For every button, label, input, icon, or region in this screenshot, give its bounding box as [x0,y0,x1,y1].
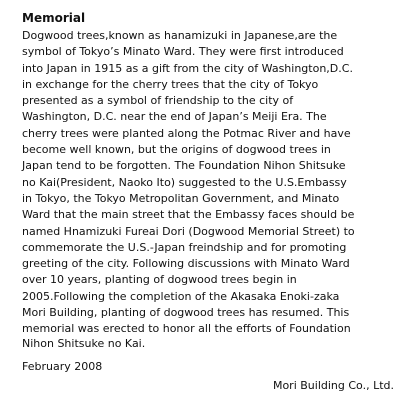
body-line: Ward that the main street that the Embassy faces should be [22,208,355,222]
foundation-name: Nihon Shitsuke no Kai. [22,337,146,350]
body-line: Washington, D.C. near the end of Japan’s Meiji Era. The [22,110,327,124]
company-signature: Mori Building Co., Ltd. [272,379,394,392]
memorial-date: February 2008 [22,360,103,373]
body-line: symbol of Tokyo’s Minato Ward. They were first introduced [22,45,344,59]
body-line: into Japan in 1915 as a gift from the city of Washington,D.C. [22,61,353,75]
body-line: commemorate the U.S.-Japan freindship and for promoting [22,240,347,254]
body-line: become well known, but the origins of dogwood trees in [22,143,331,157]
body-line: over 10 years, planting of dogwood trees begin in [22,273,297,287]
body-line: Dogwood trees,known as hanamizuki in Japanese,are the [22,29,338,42]
memorial-body-text [22,28,408,338]
body-line: Mori Building, planting of dogwood trees has resumed. This [22,306,350,320]
body-line: 2005.Following the completion of the Akasaka Enoki-zaka [22,289,340,303]
body-line: cherry trees were planted along the Potmac River and have [22,126,351,140]
body-line: memorial was erected to honor all the efforts of Foundation [22,322,351,336]
body-line: in exchange for the cherry trees that the city of Tokyo [22,77,319,91]
body-line: Japan tend to be forgotten. The Foundation Nihon Shitsuke [22,159,346,173]
body-line: no Kai(President, Naoko Ito) suggested to the U.S.Embassy [22,175,347,189]
body-line: in Tokyo, the Tokyo Metropolitan Government, and Minato [22,191,340,205]
body-line: presented as a symbol of friendship to the city of [22,94,294,108]
page-title: Memorial [22,11,86,25]
body-line: greeting of the city. Following discussions with Minato Ward [22,257,350,271]
body-line: named Hnamizuki Fureai Dori (Dogwood Memorial Street) to [22,224,355,238]
